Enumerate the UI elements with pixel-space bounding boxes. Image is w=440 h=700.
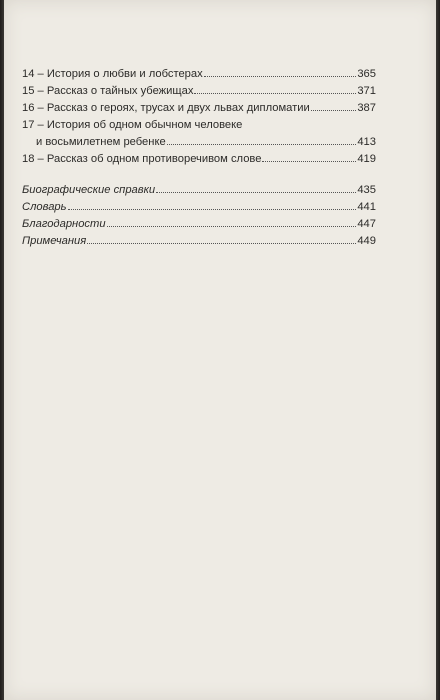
toc-leader-dots: [311, 101, 357, 111]
toc-leader-dots: [156, 183, 356, 193]
toc-entry-page: 435: [357, 184, 376, 196]
toc-entry: [22, 66, 376, 83]
toc-leader-dots: [107, 217, 357, 227]
toc-entry-page: 419: [357, 153, 376, 165]
toc-entry: [22, 199, 376, 216]
book-page: [4, 0, 436, 700]
appendix-list: [22, 182, 376, 250]
toc-leader-dots: [68, 200, 357, 210]
toc-entry: [22, 83, 376, 100]
toc-entry-multiline: [22, 117, 376, 151]
toc-entry-page: 387: [357, 102, 376, 114]
toc-entry-page: 413: [357, 136, 376, 148]
toc-entry: [22, 233, 376, 250]
toc-entry-page: 365: [357, 68, 376, 80]
section-gap: [22, 168, 376, 182]
toc-entry-title: 18 – Рассказ об одном противоречивом слове: [22, 153, 262, 165]
toc-leader-dots: [204, 67, 357, 77]
toc-entry-title: Биографические справки: [22, 184, 156, 196]
toc-entry-page: 449: [357, 235, 376, 247]
table-of-contents: [22, 66, 376, 250]
toc-entry-title-line2: и восьмилетнем ребенке: [36, 136, 166, 148]
toc-entry: [22, 100, 376, 117]
toc-leader-dots: [194, 84, 356, 94]
toc-entry-title: 16 – Рассказ о героях, трусах и двух львах дипломатии: [22, 102, 310, 114]
toc-entry: [22, 182, 376, 199]
toc-entry: [22, 134, 376, 151]
toc-entry-title: 15 – Рассказ о тайных убежищах: [22, 85, 194, 97]
toc-entry-page: 371: [357, 85, 376, 97]
toc-entry-title: Словарь: [22, 201, 67, 213]
toc-leader-dots: [167, 135, 357, 145]
toc-entry-title: Благодарности: [22, 218, 106, 230]
book-edge-right: [436, 0, 440, 700]
toc-entry-title: 14 – История о любви и лобстерах: [22, 68, 203, 80]
toc-entry-title-line1: 17 – История об одном обычном человеке: [22, 119, 243, 131]
toc-entry-page: 441: [357, 201, 376, 213]
toc-leader-dots: [262, 152, 356, 162]
toc-leader-dots: [87, 234, 356, 244]
toc-entry-page: 447: [357, 218, 376, 230]
toc-entry: [22, 151, 376, 168]
toc-entry: [22, 216, 376, 233]
toc-entry-title: Примечания: [22, 235, 87, 247]
